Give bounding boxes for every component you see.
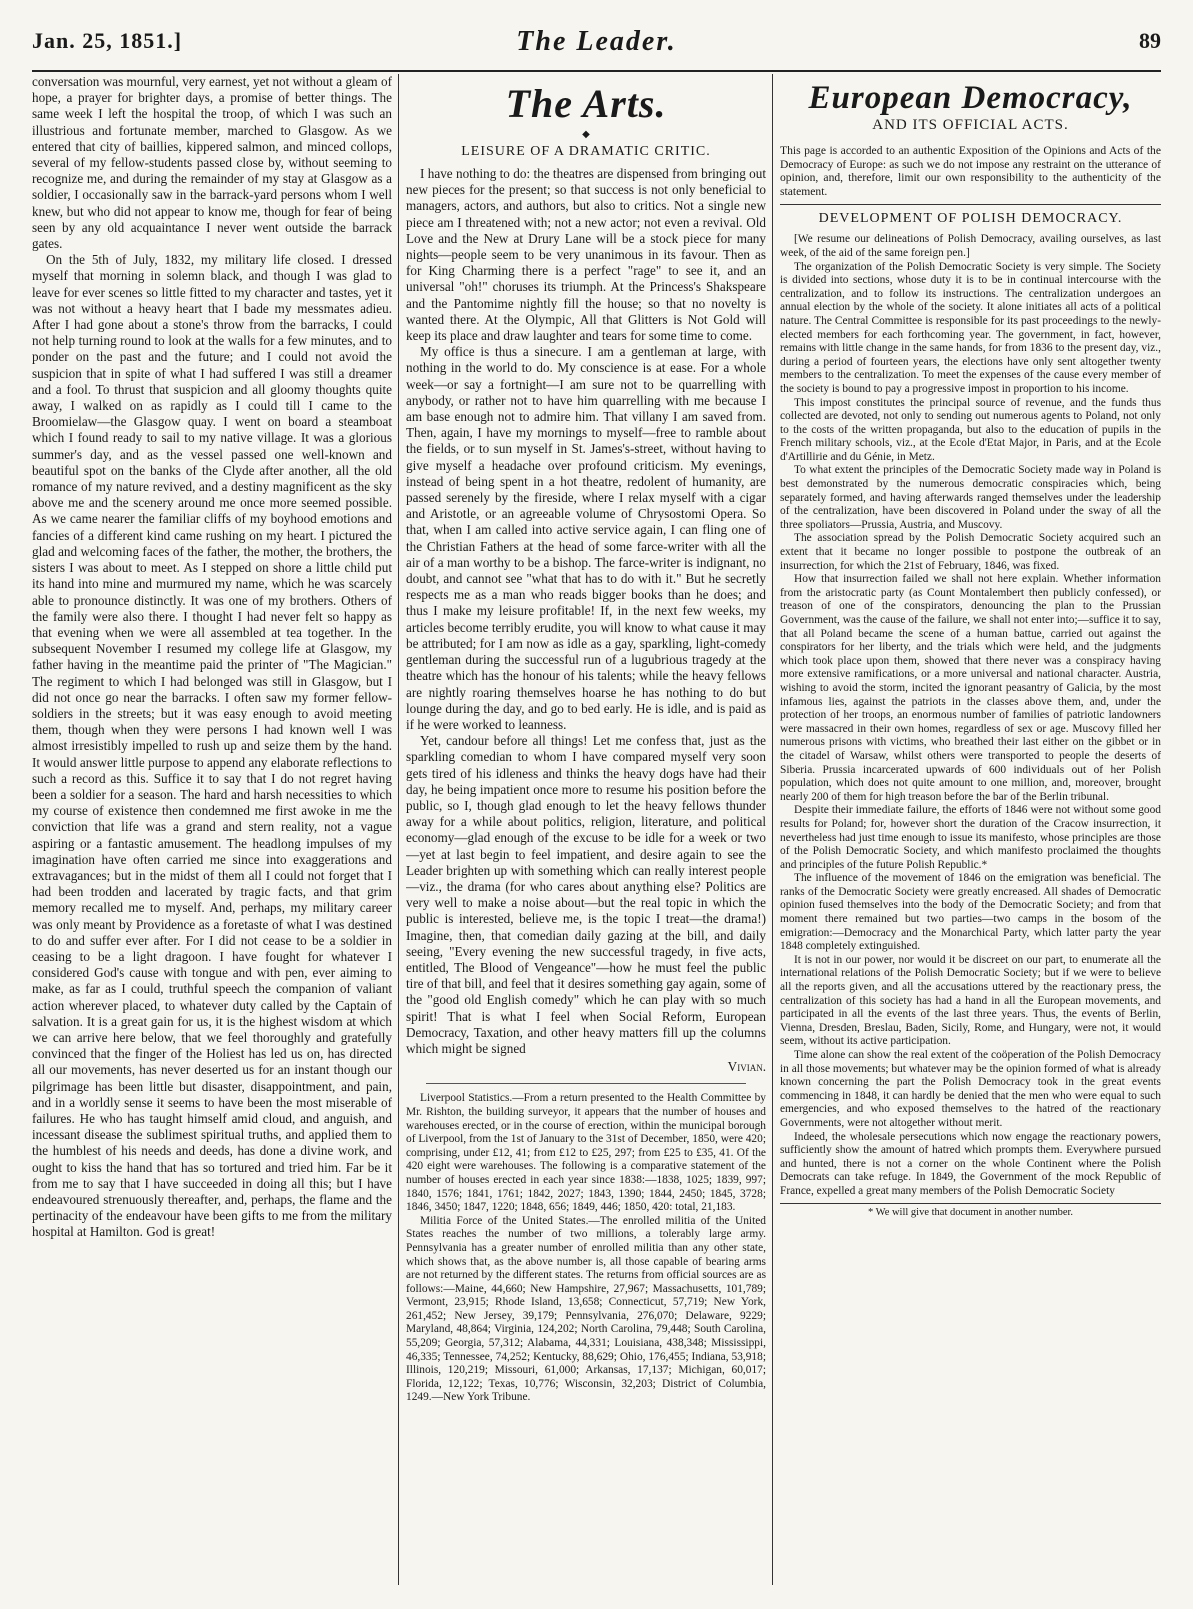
masthead	[32, 26, 1161, 72]
issue-date: Jan. 25, 1851.]	[32, 28, 183, 53]
diamond-ornament-icon: ◆	[582, 129, 590, 140]
article-heading: DEVELOPMENT OF POLISH DEMOCRACY.	[818, 211, 1123, 227]
paragraph: Despite their immediate failure, the efforts of 1846 were not without some good results for Poland; for, however short the duration of the Cracow insurrection, it nevertheless had just time enough to issue its manifesto, whose principles are those of the Polish Democratic Society, and which manifesto proclaimed the thoughts and principles of the future Polish Republic.*	[780, 804, 1161, 871]
newspaper-title: The Leader.	[516, 26, 677, 57]
paragraph: This impost constitutes the principal source of revenue, and the funds thus collected are devoted, not only to sending out numerous agents to Poland, not only to the costs of the written propaganda, but also to the education of pupils in the French military schools, viz., at the Ecole d'Etat Major, in Paris, and at the Ecole d'Artillirie and du Génie, in Metz.	[780, 396, 1161, 463]
column-rule	[772, 74, 773, 1585]
article-text	[780, 233, 1161, 1198]
divider	[426, 1083, 746, 1084]
page-number: 89	[1139, 28, 1161, 53]
paragraph: The influence of the movement of 1846 on the emigration was beneficial. The ranks of the Democratic Society were greatly encreased. All shades of Democratic opinion fused themselves into the body of the Democratic Society; and from that moment there remained but two parties—two camps in the bosom of the emigration:—Democracy and the Monarchical Party, which latter party the year 1848 completely extinguished.	[780, 872, 1161, 953]
editorial-notice: This page is accorded to an authentic Exposition of the Opinions and Acts of the Democracy of Europe: as such we do not impose any restraint on the utterance of opinion, and, therefore, limit our own responsibility to the authenticity of the statement.	[780, 144, 1161, 205]
news-items	[406, 1092, 766, 1405]
section-title-democracy: European Democracy,	[808, 80, 1133, 116]
paragraph: On the 5th of July, 1832, my military life closed. I dressed myself that morning in solemn black, and though I was glad to leave for ever scenes so little fitted to my character and tastes, yet it was not without a heavy heart that I bade my messmates adieu. After I had gone about a stone's throw from the barracks, I could not help turning round to look at the walls for a few minutes, and to ponder on the past and the future; and I could not avoid the suspicion that in spite of what I had suffered I was still a dreamer and a fool. To thrust that suspicion and all gloomy thoughts quite away, I walked on as rapidly as I could till I came to the Broomielaw—the Glasgow quay. I went on board a steamboat which I found ready to sail to my native village. It was a glorious summer's day, and as the vessel passed one well-known and beautiful spot on the banks of the Clyde after another, all the old romance of my nature revived, and a destiny magnificent as the sky above me and the scenery around me once more seemed possible. As we came nearer the familiar cliffs of my boyhood emotions and fancies of a different kind came rushing on my heart. I pictured the glad and welcoming faces of the father, the mother, the brothers, the sisters I was about to meet. As I stepped on shore a little child put its hand into mine and murmured my name, which he was scarcely able to pronounce distinctly. It was one of my brothers. Others of the family were also there. I thought I had never felt so happy as that evening when we were all assembled at tea together. In the subsequent November I resumed my college life at Glasgow, my father having in the meantime paid the printer of "The Magician." The regiment to which I had belonged was still in Glasgow, but I did not once go near the barracks. I often saw my former fellow-soldiers in the streets; but it was easy enough to avoid meeting them, though when they were persons I had known well I was almost irresistibly impelled to rush up and seize them by the hand. It would answer little purpose to append any elaborate reflections to such a record as this. Suffice it to say that I do not regret having been a soldier for a season. The hard and harsh necessities to which my course of existence then condemned me first awoke in me the conviction that life was a grand and stern reality, not a vague aspiring or a fantastic amusement. The headlong impulses of my imagination have often carried me since into exaggerations and extravagances; but in the midst of them all I could not forget that I had been trodden and lacerated by tragic facts, and that grim memory recalled me to myself. And, perhaps, my military career was only meant by Providence as a foretaste of what I was destined to do and suffer ever after. For I did not cease to be a soldier in ceasing to be a light dragoon. I have fought for whatever I considered God's cause with tongue and with pen, ever aiming to make, as far as I could, truthful speech the companion of valiant action wherever placed, to whatever duty called by the Captain of salvation. It is a great gain for us, it is the highest wisdom at which we can arrive here below, that we feel thoroughly and gratefully convinced that the finger of the Holiest has led us on, has directed all our movements, has never deserted us for an instant though our pilgrimage has been little but disaster, disappointment, and pain, and in a worldly sense it seems to have been the most miserable of failures. He who has taught himself amid cloud, and anguish, and incessant disease the sublimest spiritual truths, and applied them to the humblest of his needs and deeds, has done a divine work, and ought to kiss the hand that has so tortured and tried him. Far be it from me to say that I have succeeded in doing all this; but I have endeavoured strenuously thereafter, and, perhaps, the flame and the pertinacity of the endeavour have been gifts to me from the military hospital at Hamilton. God is great!	[32, 252, 392, 1240]
news-item: Militia Force of the United States.—The enrolled militia of the United States reaches the number of two millions, a tolerably large army. Pennsylvania has a greater number of enrolled militia than any other state, which shows that, as the above number is, all those capable of bearing arms are not returned by the different states. The returns from official sources are as follows:—Maine, 44,660; New Hampshire, 27,967; Massachusetts, 101,789; Vermont, 23,915; Rhode Island, 13,658; Connecticut, 57,719; New York, 261,452; New Jersey, 39,179; Pennsylvania, 276,070; Delaware, 9229; Maryland, 48,864; Virginia, 124,202; North Carolina, 79,448; South Carolina, 55,209; Georgia, 57,312; Alabama, 44,331; Louisiana, 438,348; Mississippi, 46,335; Tennessee, 74,252; Kentucky, 88,629; Ohio, 176,455; Indiana, 53,918; Illinois, 120,219; Missouri, 61,000; Arkansas, 17,137; Michigan, 60,017; Florida, 12,122; Texas, 10,776; Wisconsin, 32,203; District of Columbia, 1249.—New York Tribune.	[406, 1214, 766, 1404]
paragraph: It is not in our power, nor would it be discreet on our part, to enumerate all the international relations of the Polish Democratic Society; but if we were to believe all the reports given, and all the accusations uttered by the reactionary press, the centralization of this society has had a hand in all the European movements, and participated in all the events of the last three years. Thus, the events of Berlin, Vienna, Dresden, Breslau, Baden, Sicily, Rome, and Hungary, were not, it would seem, without its active participation.	[780, 953, 1161, 1048]
column-memoir	[32, 74, 392, 1585]
paragraph: The organization of the Polish Democratic Society is very simple. The Society is divided into sections, whose duty it is to be in continual intercourse with the centralization, and to follow its instructions. The centralization undergoes an annual election by the whole of the society. It alone initiates all acts of a political nature. The Central Committee is responsible for its past proceedings to the newly-elected members for each forthcoming year. The government, in fact, however, remains with little change in the same hands, for from 1836 to the present day, viz., during a period of fourteen years, the elections have only sent altogether twenty members to the centralization. To meet the expenses of the cause every member of the society is bound to pay a progressive impost in proportion to his income.	[780, 260, 1161, 395]
paragraph: The association spread by the Polish Democratic Society acquired such an extent that it became no longer possible to postpone the outbreak of an insurrection, for which the 21st of February, 1846, was fixed.	[780, 532, 1161, 572]
paragraph: Time alone can show the real extent of the coöperation of the Polish Democracy in all those movements; but whatever may be the opinion formed of what is already known concerning the part the Polish Democracy took in the great events commencing in 1848, it can hardly be denied that the men who were equal to such emergencies, and who exposed themselves to the hatred of the reactionary Governments, were not altogether without merit.	[780, 1049, 1161, 1129]
paragraph: My office is thus a sinecure. I am a gentleman at large, with nothing in the world to do. My conscience is at ease. For a whole week—or say a fortnight—I am sure not to be quarrelling with anybody, or rather not to have him quarrelling with me because I am base enough not to admire him. That villany I am saved from. Then, again, I have my mornings to myself—free to ramble about the fields, or to sun myself in St. James's-street, without having to give myself a headache over profound criticism. My evenings, instead of being spent in a hot theatre, redolent of humanity, are passed serenely by the fireside, where I relax myself with a cigar and Aristotle, or an agreeable volume of Chrysostomi Opera. So that, when I am called into active service again, I can fling one of the Christian Fathers at the head of some farce-writer with all the air of a man worthy to be a bishop. The farce-writer is indignant, no doubt, and cannot see "what that has to do with it." But he secretly respects me as a man who reads bigger books than he does; and thus I make my leisure profitable! If, in the next few weeks, my articles become terribly erudite, you will know to what cause it may be attributed; for I am now as idle as a gay, sparkling, light-comedy gentleman during the successful run of a lugubrious tragedy at the theatre which has the honour of his talents; while the heavy fellows are nightly roaring themselves hoarse he has nothing to do but lounge during the day, and go to bed early. He is idle, and is paid as if he were worked to leanness.	[406, 344, 766, 732]
news-item: Liverpool Statistics.—From a return presented to the Health Committee by Mr. Rishton, the building surveyor, it appears that the number of houses and warehouses erected, or in the course of erection, within the municipal borough of Liverpool, from the 1st of January to the 31st of December, 1850, were 420; comprising, under £12, 41; from £12 to £25, 297; from £25 to £35, 41. Of the 420 eight were warehouses. The following is a comparative statement of the number of houses erected in each year since 1838:—1838, 1025; 1839, 997; 1840, 1576; 1841, 1761; 1842, 2027; 1843, 1390; 1844, 2450; 1845, 3728; 1846, 3450; 1847, 1220; 1848, 656; 1849, 446; 1850, 420: total, 21,183.	[406, 1092, 766, 1214]
column-arts	[406, 74, 766, 1585]
paragraph: Indeed, the wholesale persecutions which now engage the reactionary powers, sufficiently show the amount of hatred which prompts them. Everywhere pursued and hunted, there is not a corner on the whole Continent where the Polish Democrats can take refuge. In 1849, the Government of the mock Republic of France, expelled a great many members of the Polish Democratic Society	[780, 1130, 1161, 1197]
article-text	[406, 166, 766, 1075]
section-subtitle: AND ITS OFFICIAL ACTS.	[872, 117, 1069, 133]
intro-note: [We resume our delineations of Polish Democracy, availing ourselves, as last week, of the aid of the same foreign pen.]	[780, 233, 1161, 259]
article-heading: LEISURE OF A DRAMATIC CRITIC.	[461, 144, 711, 159]
paragraph: Yet, candour before all things! Let me confess that, just as the sparkling comedian to whom I have compared myself very soon gets tired of his idleness and thinks the heavy dogs have had their day, he being impatient once more to resume his position before the public, so I, though glad enough to let the heavy fellows thunder away for a while about politics, religion, literature, and political economy—glad enough of the excuse to be idle for a week or two—yet at last begin to feel impatient, and desire again to see the Leader brighten up with something which can really interest people—viz., the drama (for who cares about anything else? Politics are very well to make a noise about—but the real topic in which the public is interested, believe me, is the topic I treat—the drama!) Imagine, then, that comedian daily gazing at the bill, and daily seeing, "Every evening the new successful tragedy, in five acts, entitled, The Blood of Vengeance"—how he must feel the public tire of that bill, and feel that it desires something gay again, some of the "good old English comedy" which he can play with so much spirit! That is what I feel when Social Reform, European Democracy, Taxation, and other heavy matters fill up the columns which might be signed	[406, 733, 766, 1056]
column-rule	[398, 74, 399, 1585]
memoir-text	[32, 74, 392, 1241]
column-european-democracy	[780, 74, 1161, 1585]
paragraph: I have nothing to do: the theatres are dispensed from bringing out new pieces for the present; so that success is not only beneficial to managers, actors, and authors, but also to critics. Not a single new piece am I threatened with; not a new actor; not even a revival. Old Love and the New at Drury Lane will be a stock piece for many nights—people seem to be very unanimous in its favour. Then as for King Charming there is a perfect "rage" to see it, and an universal "oh!" choruses its triumph. At the Princess's Shakspeare and the Pantomime nightly fill the house; so that no novelty is wanted there. At the Olympic, All that Glitters is Not Gold will keep its place and draw laughter and tears for some time to come.	[406, 166, 766, 344]
section-title-arts: The Arts.	[505, 81, 667, 126]
paragraph: To what extent the principles of the Democratic Society made way in Poland is best demonstrated by the numerous democratic conspiracies which, being separately formed, and having afterwards ranged themselves under the leadership of the centralization, have been discovered in Poland under the sway of all the three spoliators—Prussia, Austria, and Muscovy.	[780, 464, 1161, 531]
author-signature: Vivian.	[727, 1059, 766, 1075]
paragraph: conversation was mournful, very earnest, yet not without a gleam of hope, a prayer for brighter days, a promise of better things. The same week I left the hospital the troop, of which I was such an illustrious and fortunate member, marched to Glasgow. As we entered that city of baillies, kippered salmon, and minced collops, several of my fellow-students passed close by, without seeming to recognize me, and during the remainder of my stay at Glasgow as a soldier, I occasionally saw in the barrack-yard persons whom I well knew, but who did not appear to know me, though for fear of being seen by any old acquaintance I never went outside the barrack gates.	[32, 74, 392, 252]
paragraph: How that insurrection failed we shall not here explain. Whether information from the aristocratic party (as Count Montalembert then publicly confessed), or treason of one of the conspirators, denouncing the plan to the Prussian Government, was the cause of the failure, we shall not enter into;—suffice it to say, that all Poland became the scene of a human battue, carried out against the conspirators for her liberty, and the trials which were held, and the judgments which took place upon them, showed that there never was a conspiracy having more extensive ramifications, or a more universal and national character. Austria, wishing to avoid the storm, incited the ignorant peasantry of Galicia, by the most infamous lies, against the patriots in the classes above them, and, under the protection of her troops, an enormous number of families of patriotic landowners were massacred in their own homes, regardless of sex or age. Muscovy filled her numerous prisons with victims, who breathed their last either on the gibbet or in the citadel of Warsaw, whilst others were transported to people the deserts of Siberia. Prussia incarcerated upwards of 600 individuals out of her Polish population, which does not quite amount to one million, and, moreover, brought nearly 200 of them for high treason before the bar of the Berlin tribunal.	[780, 573, 1161, 803]
footnote: * We will give that document in another number.	[780, 1203, 1161, 1218]
